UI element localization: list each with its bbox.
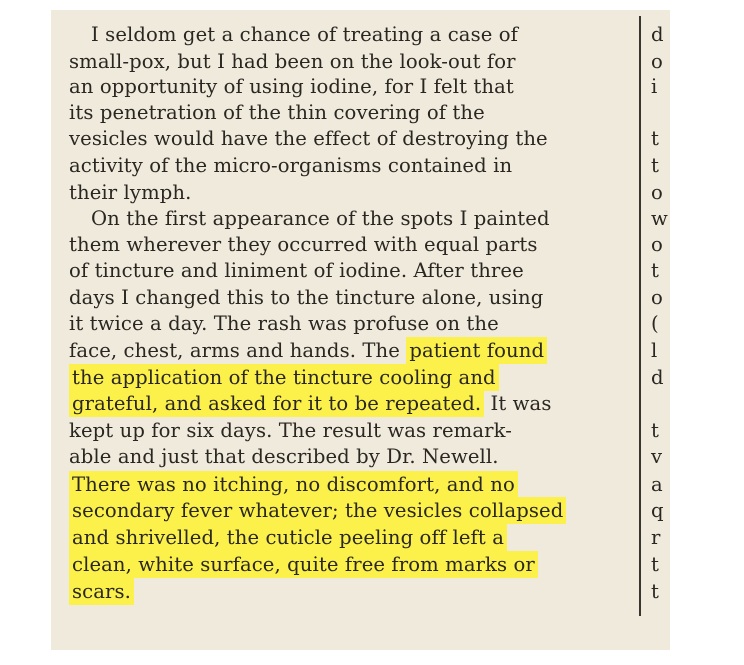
article-line <box>69 552 538 577</box>
article-line <box>69 49 516 74</box>
line-text: it twice a day. The rash was profuse on the <box>69 312 499 335</box>
adjacent-column-letter: o <box>651 181 663 204</box>
adjacent-column-letter: o <box>651 50 663 73</box>
line-text: It was <box>484 392 552 415</box>
line-text: them wherever they occurred with equal parts <box>69 233 538 256</box>
article-line <box>69 472 518 497</box>
newspaper-clipping <box>51 10 670 650</box>
adjacent-column-letter: t <box>651 127 659 150</box>
adjacent-column-letter: r <box>651 526 661 549</box>
article-line <box>91 206 550 231</box>
article-line <box>69 74 514 99</box>
line-text: small-pox, but I had been on the look-out for <box>69 50 516 73</box>
article-line <box>69 579 134 604</box>
highlighted-text: patient found <box>406 337 547 364</box>
article-line <box>69 418 512 443</box>
adjacent-column-letter: q <box>651 499 664 522</box>
adjacent-column-letter: ( <box>651 312 659 335</box>
line-text: face, chest, arms and hands. The <box>69 339 407 362</box>
article-line <box>69 232 538 257</box>
line-text: able and just that described by Dr. Newell. <box>69 445 499 468</box>
line-text: kept up for six days. The result was remark- <box>69 419 512 442</box>
adjacent-column-letter: l <box>651 339 658 362</box>
line-text: On the first appearance of the spots I painted <box>91 207 550 230</box>
adjacent-column-letter: t <box>651 580 659 603</box>
line-text: of tincture and liniment of iodine. After three <box>69 259 524 282</box>
line-text: their lymph. <box>69 181 192 204</box>
adjacent-column-letter: d <box>651 366 664 389</box>
adjacent-column-letter: t <box>651 553 659 576</box>
line-text: its penetration of the thin covering of the <box>69 101 485 124</box>
line-text: days I changed this to the tincture alone, using <box>69 286 544 309</box>
article-line <box>69 153 512 178</box>
highlighted-text: grateful, and asked for it to be repeated. <box>69 390 484 417</box>
adjacent-column-letter: o <box>651 233 663 256</box>
article-line <box>69 180 191 205</box>
article-line <box>69 498 566 523</box>
article-line <box>69 258 524 283</box>
article-line <box>69 365 499 390</box>
adjacent-column-letter: o <box>651 286 663 309</box>
article-line <box>69 444 499 469</box>
line-text: I seldom get a chance of treating a case of <box>91 23 518 46</box>
highlighted-text: secondary fever whatever; the vesicles collapsed <box>69 497 566 524</box>
line-text: vesicles would have the effect of destroying the <box>69 127 548 150</box>
adjacent-column-letter: w <box>651 207 668 230</box>
highlighted-text: scars. <box>69 578 134 605</box>
adjacent-column-letter: t <box>651 259 659 282</box>
column-rule <box>639 16 641 616</box>
highlighted-text: the application of the tincture cooling and <box>69 364 499 391</box>
highlighted-text: There was no itching, no discomfort, and no <box>69 471 518 498</box>
adjacent-column-letter: a <box>651 473 663 496</box>
highlighted-text: clean, white surface, quite free from marks or <box>69 551 538 578</box>
adjacent-column-letter: d <box>651 23 664 46</box>
article-line <box>69 338 547 363</box>
line-text: activity of the micro-organisms contained in <box>69 154 513 177</box>
adjacent-column-letter: t <box>651 154 659 177</box>
adjacent-column-letter: t <box>651 419 659 442</box>
article-line <box>69 525 507 550</box>
article-line <box>69 100 485 125</box>
article-line <box>69 126 548 151</box>
article-line <box>69 311 499 336</box>
adjacent-column-letter: v <box>651 445 663 468</box>
highlighted-text: and shrivelled, the cuticle peeling off left a <box>69 524 507 551</box>
article-line <box>69 285 543 310</box>
line-text: an opportunity of using iodine, for I felt that <box>69 75 514 98</box>
article-line <box>69 391 551 416</box>
article-line <box>91 22 518 47</box>
adjacent-column-letter: i <box>651 75 658 98</box>
